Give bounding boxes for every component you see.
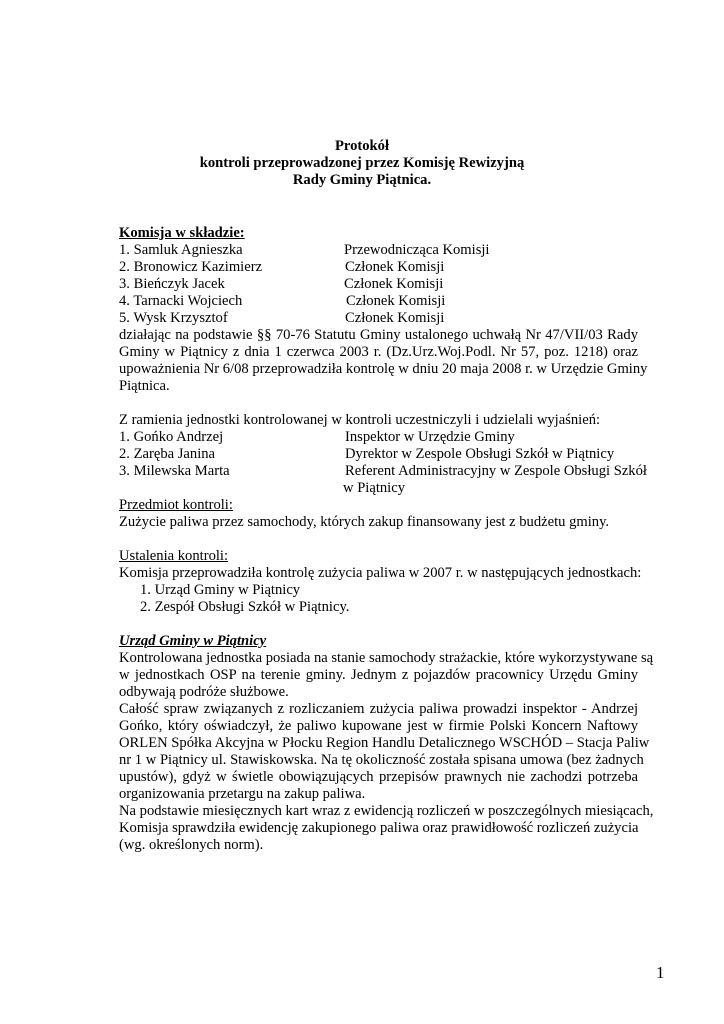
section-heading: Urząd Gminy w Piątnicy: [119, 633, 267, 649]
member-role: Członek Komisji: [345, 259, 445, 275]
document-subtitle: kontroli przeprowadzonej przez Komisję Rewizyjną: [199, 155, 525, 171]
member-role: Członek Komisji: [344, 276, 444, 292]
member-role: Członek Komisji: [346, 293, 446, 309]
participant-name: 2. Zaręba Janina: [119, 446, 216, 462]
paragraph-line: Całość spraw związanych z rozliczaniem zużycia paliwa prowadzi inspektor - Andrzej: [119, 701, 638, 717]
basis-text: Piątnica.: [119, 378, 170, 394]
participant-name: 1. Gońko Andrzej: [119, 429, 224, 445]
document-title: Protokół: [334, 138, 390, 154]
paragraph-line: Kontrolowana jednostka posiada na stanie samochody strażackie, które wykorzystywane są: [119, 650, 654, 666]
paragraph-line: nr 1 w Piątnicy ul. Stawiskowska. Na tę okoliczność została spisana umowa (bez żadnych: [119, 752, 644, 768]
basis-text: upoważnienia Nr 6/08 przeprowadziła kontrolę w dniu 20 maja 2008 r. w Urzędzie Gminy: [119, 361, 648, 377]
paragraph-line: Na podstawie miesięcznych kart wraz z ewidencją rozliczeń w poszczególnych miesiącach,: [119, 803, 654, 819]
member-name: 2. Bronowicz Kazimierz: [119, 259, 263, 275]
paragraph-line: Komisja sprawdziła ewidencję zakupionego paliwa oraz prawidłowość rozliczeń zużycia: [119, 820, 639, 836]
member-name: 3. Bieńczyk Jacek: [119, 276, 225, 292]
subject-heading: Przedmiot kontroli:: [119, 497, 233, 513]
unit-list-item: 1. Urząd Gminy w Piątnicy: [140, 582, 301, 598]
participant-name: 3. Milewska Marta: [119, 463, 230, 479]
findings-intro: Komisja przeprowadziła kontrolę zużycia paliwa w 2007 r. w następujących jednostkach:: [119, 565, 642, 581]
participant-role: Referent Administracyjny w Zespole Obsługi Szkół: [345, 463, 647, 479]
paragraph-line: Gońko, który oświadczył, że paliwo kupowane jest w firmie Polski Koncern Naftowy: [119, 718, 638, 734]
findings-heading: Ustalenia kontroli:: [119, 548, 229, 564]
participant-role: Inspektor w Urzędzie Gminy: [345, 429, 515, 445]
participant-role-continuation: w Piątnicy: [343, 480, 406, 496]
paragraph-line: organizowania przetargu na zakup paliwa.: [119, 786, 366, 802]
member-name: 1. Samluk Agnieszka: [119, 242, 243, 258]
participants-intro: Z ramienia jednostki kontrolowanej w kontroli uczestniczyli i udzielali wyjaśnień:: [119, 412, 601, 428]
paragraph-line: upustów), gdyż w świetle obowiązujących przepisów prawnych nie zachodzi potrzeba: [119, 769, 638, 785]
unit-list-item: 2. Zespół Obsługi Szkół w Piątnicy.: [140, 599, 350, 615]
member-name: 4. Tarnacki Wojciech: [119, 293, 243, 309]
paragraph-line: (wg. określonych norm).: [119, 837, 264, 853]
paragraph-line: w jednostkach OSP na terenie gminy. Jednym z pojazdów pracownicy Urzędu Gminy: [119, 667, 638, 683]
paragraph-line: ORLEN Spółka Akcyjna w Płocku Region Handlu Detalicznego WSCHÓD – Stacja Paliw: [119, 735, 650, 751]
member-name: 5. Wysk Krzysztof: [119, 310, 228, 326]
page-number: 1: [656, 963, 665, 982]
participant-role: Dyrektor w Zespole Obsługi Szkół w Piątnicy: [345, 446, 615, 462]
member-role: Członek Komisji: [345, 310, 445, 326]
basis-text: działając na podstawie §§ 70-76 Statutu Gminy ustalonego uchwałą Nr 47/VII/03 Rady: [119, 327, 638, 343]
document-subtitle-2: Rady Gminy Piątnica.: [292, 172, 432, 188]
member-role: Przewodnicząca Komisji: [344, 242, 490, 258]
commission-heading: Komisja w składzie:: [119, 225, 245, 241]
paragraph-line: odbywają podróże służbowe.: [119, 684, 289, 700]
subject-text: Zużycie paliwa przez samochody, których zakup finansowany jest z budżetu gminy.: [119, 514, 610, 530]
basis-text: Gminy w Piątnicy z dnia 1 czerwca 2003 r. (Dz.Urz.Woj.Podl. Nr 57, poz. 1218) oraz: [119, 344, 638, 360]
